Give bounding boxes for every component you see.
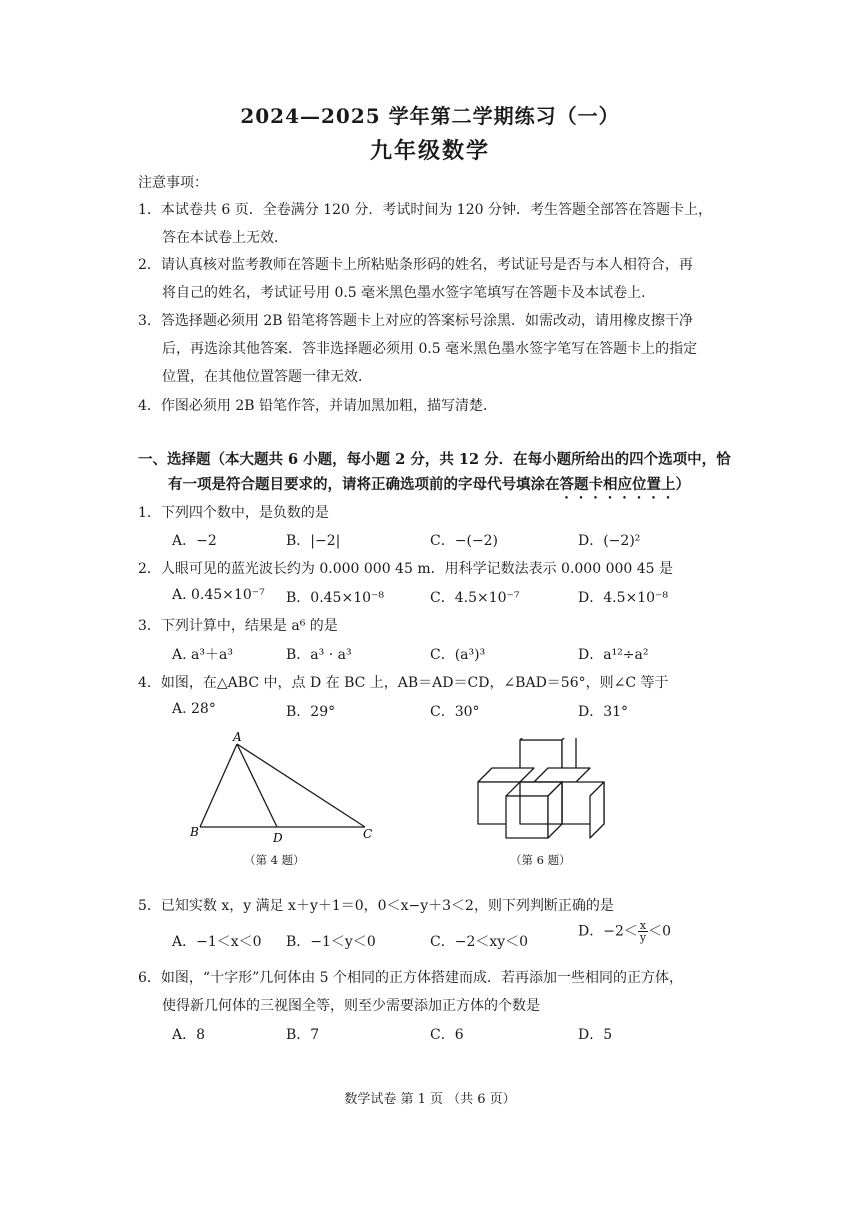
note-3-line-2: 后，再选涂其他答案．答非选择题必须用 0.5 毫米黑色墨水签字笔写在答题卡上的指定 <box>162 341 698 357</box>
q5-option-d-numerator: x <box>639 919 647 932</box>
q5-option-b: B．−1＜y＜0 <box>286 934 376 950</box>
q2-option-c: C．4.5×10⁻⁷ <box>430 590 520 606</box>
figure-q4-caption: （第 4 题） <box>244 853 305 867</box>
q5-option-d-denominator: y <box>639 931 647 944</box>
q2-stem: 2．人眼可见的蓝光波长约为 0.000 000 45 m．用科学记数法表示 0.000 000 45 是 <box>138 561 674 577</box>
q6-option-c: C．6 <box>430 1027 464 1043</box>
q1-option-d: D．(−2)² <box>578 533 641 549</box>
q4-option-d: D．31° <box>578 704 629 720</box>
q5-option-a: A．−1＜x＜0 <box>172 934 262 950</box>
cube-front-front-face <box>506 796 548 838</box>
q1-option-a: A．−2 <box>172 533 217 549</box>
label-d: D <box>273 831 283 845</box>
note-4-line-1: 4．作图必须用 2B 铅笔作答，并请加黑加粗，描写清楚． <box>138 398 498 414</box>
segment-ab <box>200 744 237 827</box>
segment-ac <box>237 744 365 827</box>
q5-option-c: C．−2＜xy＜0 <box>430 934 529 950</box>
section1-line2-end: ） <box>675 476 690 493</box>
note-1-line-2: 答在本试卷上无效． <box>162 230 288 246</box>
q6-option-a: A．8 <box>172 1027 206 1043</box>
section1-line2-plain: 有一项是符合题目要求的，请将正确选项前的字母代号填涂在 <box>168 476 560 493</box>
q1-option-b: B．|−2| <box>286 533 341 549</box>
q5-stem: 5．已知实数 x，y 满足 x＋y＋1＝0，0＜x−y＋3＜2，则下列判断正确的是 <box>138 898 614 914</box>
q4-option-a: A. 28° <box>172 701 216 717</box>
label-c: C <box>363 827 373 841</box>
note-3-line-3: 位置，在其他位置答题一律无效． <box>162 369 372 385</box>
page-footer: 数学试卷 第 1 页 （共 6 页） <box>344 1092 516 1107</box>
q3-option-a: A. a³＋a³ <box>172 647 233 663</box>
q2-option-a: A. 0.45×10⁻⁷ <box>172 587 265 603</box>
figure-q6-cross-cubes <box>462 738 612 846</box>
exam-title: 2024—2025 学年第二学期练习（一） <box>240 104 620 128</box>
notes-heading: 注意事项： <box>138 175 208 191</box>
note-2-line-1: 2．请认真核对监考教师在答题卡上所粘贴条形码的姓名，考试证号是否与本人相符合，再 <box>138 257 693 273</box>
figure-q4-triangle <box>185 732 385 847</box>
note-2-line-2: 将自己的姓名，考试证号用 0.5 毫米黑色墨水签字笔填写在答题卡及本试卷上． <box>162 285 656 301</box>
section1-heading-line1: 一、选择题（本大题共 6 小题，每小题 2 分，共 12 分．在每小题所给出的四个选项中，恰 <box>138 451 731 468</box>
q6-option-d: D．5 <box>578 1027 613 1043</box>
q3-option-b: B．a³ · a³ <box>286 647 352 663</box>
q4-stem: 4．如图，在△ABC 中，点 D 在 BC 上，AB＝AD＝CD，∠BAD＝56°，则∠C 等于 <box>138 675 669 691</box>
q2-option-b: B．0.45×10⁻⁸ <box>286 590 385 606</box>
exam-subtitle: 九年级数学 <box>369 138 490 164</box>
q6-stem-line-1: 6．如图，“十字形”几何体由 5 个相同的正方体搭建而成．若再添加一些相同的正方体， <box>138 970 684 986</box>
q1-stem: 1．下列四个数中，是负数的是 <box>138 505 329 521</box>
q4-option-b: B．29° <box>286 704 336 720</box>
q5-option-d-suffix: ＜0 <box>648 923 672 940</box>
q1-option-c: C．−(−2) <box>430 533 499 549</box>
q3-stem: 3．下列计算中，结果是 a⁶ 的是 <box>138 618 338 634</box>
label-a: A <box>233 732 242 744</box>
q5-option-d-prefix: D．−2＜ <box>578 923 638 940</box>
note-3-line-1: 3．答选择题必须用 2B 铅笔将答题卡上对应的答案标号涂黑．如需改动，请用橡皮擦干净 <box>138 313 694 329</box>
q3-option-d: D．a¹²÷a² <box>578 647 649 663</box>
q5-option-d-fraction <box>638 920 648 943</box>
label-b: B <box>190 825 199 839</box>
q3-option-c: C．(a³)³ <box>430 647 486 663</box>
q2-option-d: D．4.5×10⁻⁸ <box>578 590 669 606</box>
q4-option-c: C．30° <box>430 704 480 720</box>
section1-line2-dotted: 答题卡相应位置上 <box>559 476 676 493</box>
figure-q6-caption: （第 6 题） <box>510 853 571 867</box>
section1-heading-line2 <box>168 473 690 502</box>
q6-stem-line-2: 使得新几何体的三视图全等，则至少需要添加正方体的个数是 <box>162 998 540 1014</box>
q6-option-b: B．7 <box>286 1027 320 1043</box>
q5-option-d <box>578 920 671 943</box>
note-1-line-1: 1．本试卷共 6 页．全卷满分 120 分．考试时间为 120 分钟．考生答题全部答在答题卡上， <box>138 202 712 218</box>
